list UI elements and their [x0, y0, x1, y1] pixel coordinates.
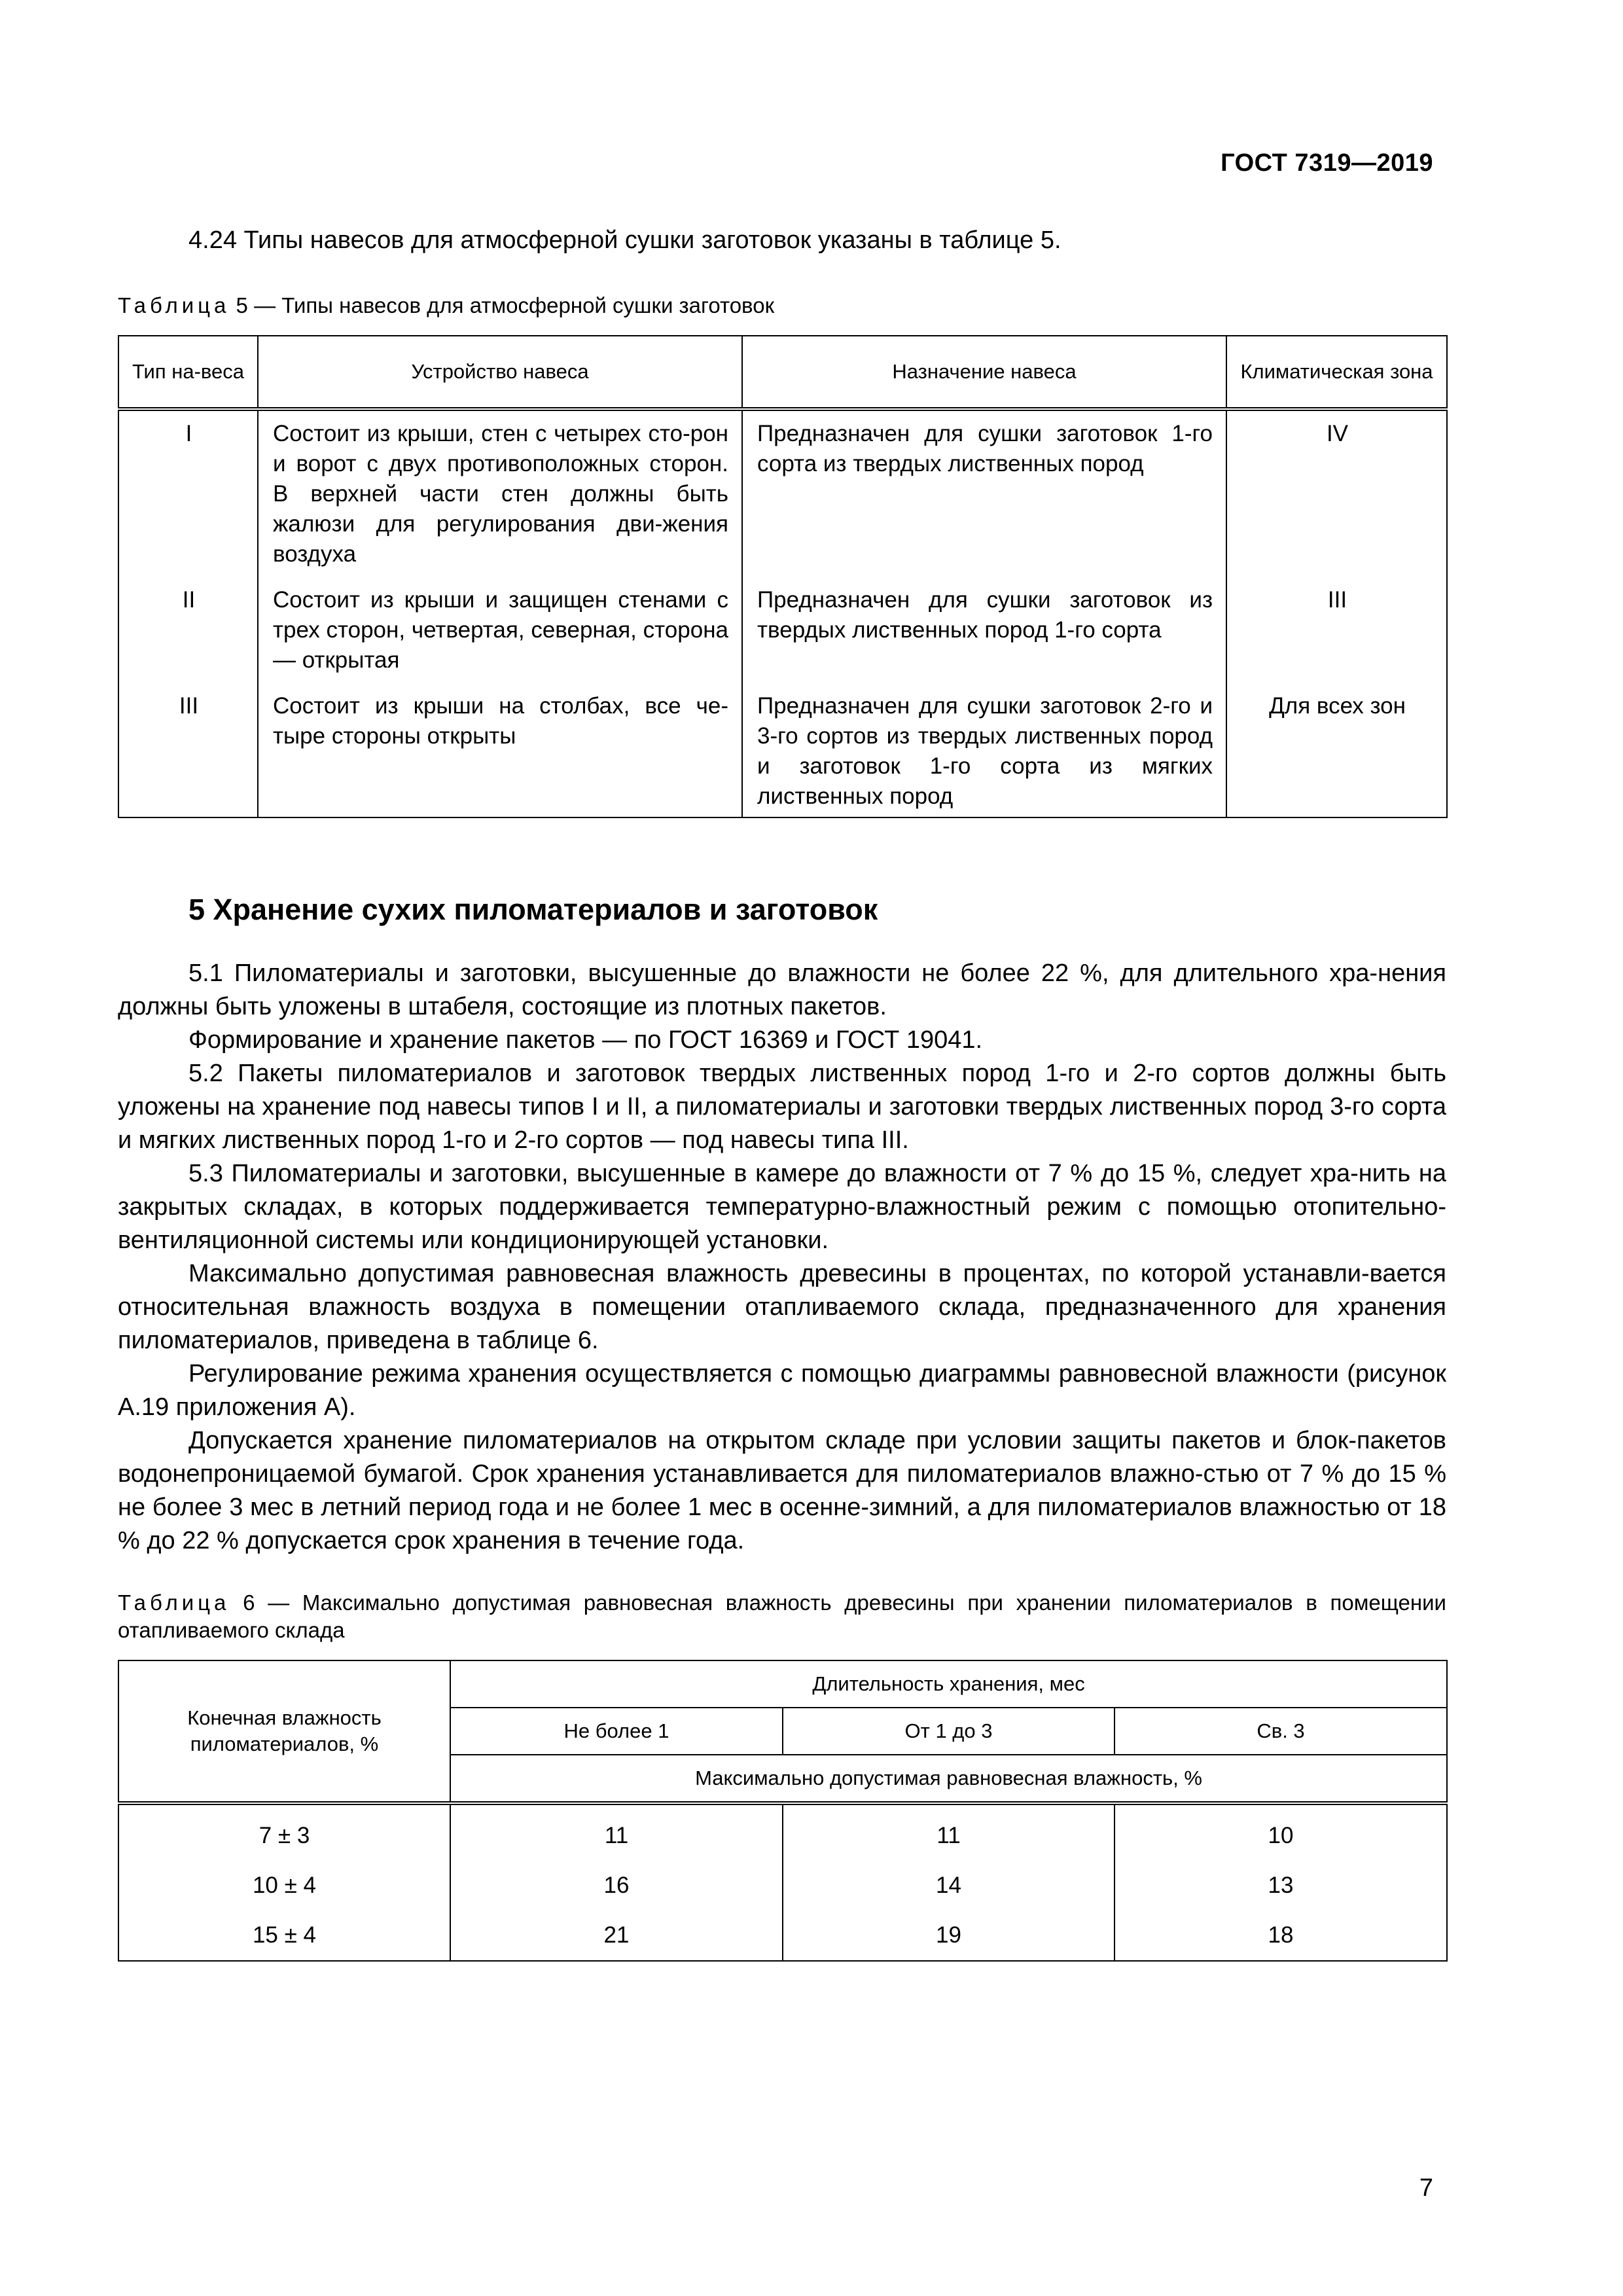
- table6-header-col: Св. 3: [1115, 1708, 1447, 1755]
- table5-cell-device: Состоит из крыши на столбах, все че-тыре стороны открыты: [258, 683, 742, 817]
- paragraph-5-3: 5.3 Пиломатериалы и заготовки, высушенные в камере до влажности от 7 % до 15 %, следует хра-нить на закрытых складах, в которых поддерживается температурно-влажностный режим с помощью отопительно-вентиляционной системы или кондиционирующей установки.: [118, 1160, 1446, 1254]
- table6-caption-text: 6 — Максимально допустимая равновесная влажность древесины при хранении пиломатериалов в помещении отапливаемого склада: [118, 1590, 1446, 1642]
- table5-header-purpose: Назначение навеса: [742, 336, 1226, 409]
- table6-cell-value: 11: [450, 1803, 783, 1861]
- table5-header-row: [118, 336, 1447, 409]
- paragraph-max-moisture: Максимально допустимая равновесная влажность древесины в процентах, по которой устанавли-вается относительная влажность воздуха в помещении отапливаемого склада, предназначенного для хранения пиломатериалов, приведена в таблице 6.: [118, 1260, 1446, 1354]
- table6-caption: [118, 1589, 1446, 1644]
- standard-designation: ГОСТ 7319—2019: [1221, 149, 1433, 177]
- table5-caption-word: Таблица: [118, 293, 230, 317]
- table5-header-device: Устройство навеса: [258, 336, 742, 409]
- table6-cell-value: 13: [1115, 1861, 1447, 1910]
- table6-cell-moisture: 15 ± 4: [118, 1910, 450, 1961]
- table-row: [118, 1803, 1447, 1861]
- table5-caption-text: 5 — Типы навесов для атмосферной сушки заготовок: [230, 293, 775, 317]
- table6-cell-value: 19: [783, 1910, 1115, 1961]
- table-row: [118, 1861, 1447, 1910]
- table5-cell-purpose: Предназначен для сушки заготовок 2-го и 3-го сортов из твердых лиственных пород и заготовок 1-го сорта из мягких лиственных пород: [742, 683, 1226, 817]
- table6-cell-value: 10: [1115, 1803, 1447, 1861]
- table6-subheader: Максимально допустимая равновесная влажность, %: [450, 1755, 1447, 1803]
- table5-cell-zone: III: [1226, 577, 1447, 683]
- table5-cell-purpose: Предназначен для сушки заготовок 1-го сорта из твердых лиственных пород: [742, 409, 1226, 577]
- page-number: 7: [1419, 2174, 1433, 2202]
- table-6: [118, 1660, 1448, 1962]
- table5-header-zone: Климатическая зона: [1226, 336, 1447, 409]
- paragraph-open-storage: Допускается хранение пиломатериалов на открытом складе при условии защиты пакетов и блок-пакетов водонепроницаемой бумагой. Срок хранения устанавливается для пиломатериалов влажно-стью от 7 % до 15 % не более 3 мес в летний период года и не более 1 мес в осенне-зимний, а для пиломатериалов влажностью от 18 % до 22 % допускается срок хранения в течение года.: [118, 1427, 1446, 1554]
- table5-cell-device: Состоит из крыши и защищен стенами с трех сторон, четвертая, северная, сторона — открытая: [258, 577, 742, 683]
- table-row: [118, 409, 1447, 577]
- paragraph-5-1: 5.1 Пиломатериалы и заготовки, высушенные до влажности не более 22 %, для длительного хра-нения должны быть уложены в штабеля, состоящие из плотных пакетов.: [118, 960, 1446, 1020]
- table-row: [118, 577, 1447, 683]
- table5-cell-zone: IV: [1226, 409, 1447, 577]
- table6-header-duration: Длительность хранения, мес: [450, 1660, 1447, 1708]
- table5-caption: [118, 292, 1446, 319]
- table6-cell-value: 11: [783, 1803, 1115, 1861]
- table-5: [118, 335, 1448, 818]
- table5-header-type: Тип на-веса: [118, 336, 258, 409]
- table5-cell-zone: Для всех зон: [1226, 683, 1447, 817]
- table6-cell-value: 16: [450, 1861, 783, 1910]
- table-row: [118, 683, 1447, 817]
- intro-paragraph: 4.24 Типы навесов для атмосферной сушки заготовок указаны в таблице 5.: [188, 226, 1061, 254]
- table6-header-row: [118, 1660, 1447, 1708]
- table6-header-col: От 1 до 3: [783, 1708, 1115, 1755]
- table5-cell-device: Состоит из крыши, стен с четырех сто-рон и ворот с двух противоположных сторон. В верхней части стен должны быть жалюзи для регулирования дви-жения воздуха: [258, 409, 742, 577]
- table6-cell-moisture: 7 ± 3: [118, 1803, 450, 1861]
- section-5-title: 5 Хранение сухих пиломатериалов и заготовок: [188, 893, 878, 926]
- table6-caption-word: Таблица: [118, 1590, 230, 1615]
- table6-cell-value: 14: [783, 1861, 1115, 1910]
- table6-header-moisture: Конечная влажность пиломатериалов, %: [118, 1660, 450, 1803]
- table6-cell-moisture: 10 ± 4: [118, 1861, 450, 1910]
- paragraph-packets: Формирование и хранение пакетов — по ГОСТ 16369 и ГОСТ 19041.: [188, 1026, 983, 1054]
- table5-cell-type: II: [118, 577, 258, 683]
- table-row: [118, 1910, 1447, 1961]
- table6-header-col: Не более 1: [450, 1708, 783, 1755]
- table6-cell-value: 18: [1115, 1910, 1447, 1961]
- table5-cell-type: III: [118, 683, 258, 817]
- table5-cell-type: I: [118, 409, 258, 577]
- table6-cell-value: 21: [450, 1910, 783, 1961]
- paragraph-regulation: Регулирование режима хранения осуществляется с помощью диаграммы равновесной влажности (рисунок А.19 приложения А).: [118, 1360, 1446, 1421]
- paragraph-5-2: 5.2 Пакеты пиломатериалов и заготовок твердых лиственных пород 1-го и 2-го сортов должны быть уложены на хранение под навесы типов I и II, а пиломатериалы и заготовки твердых лиственных пород 3-го сорта и мягких лиственных пород 1-го и 2-го сортов — под навесы типа III.: [118, 1060, 1446, 1154]
- table5-cell-purpose: Предназначен для сушки заготовок из твердых лиственных пород 1-го сорта: [742, 577, 1226, 683]
